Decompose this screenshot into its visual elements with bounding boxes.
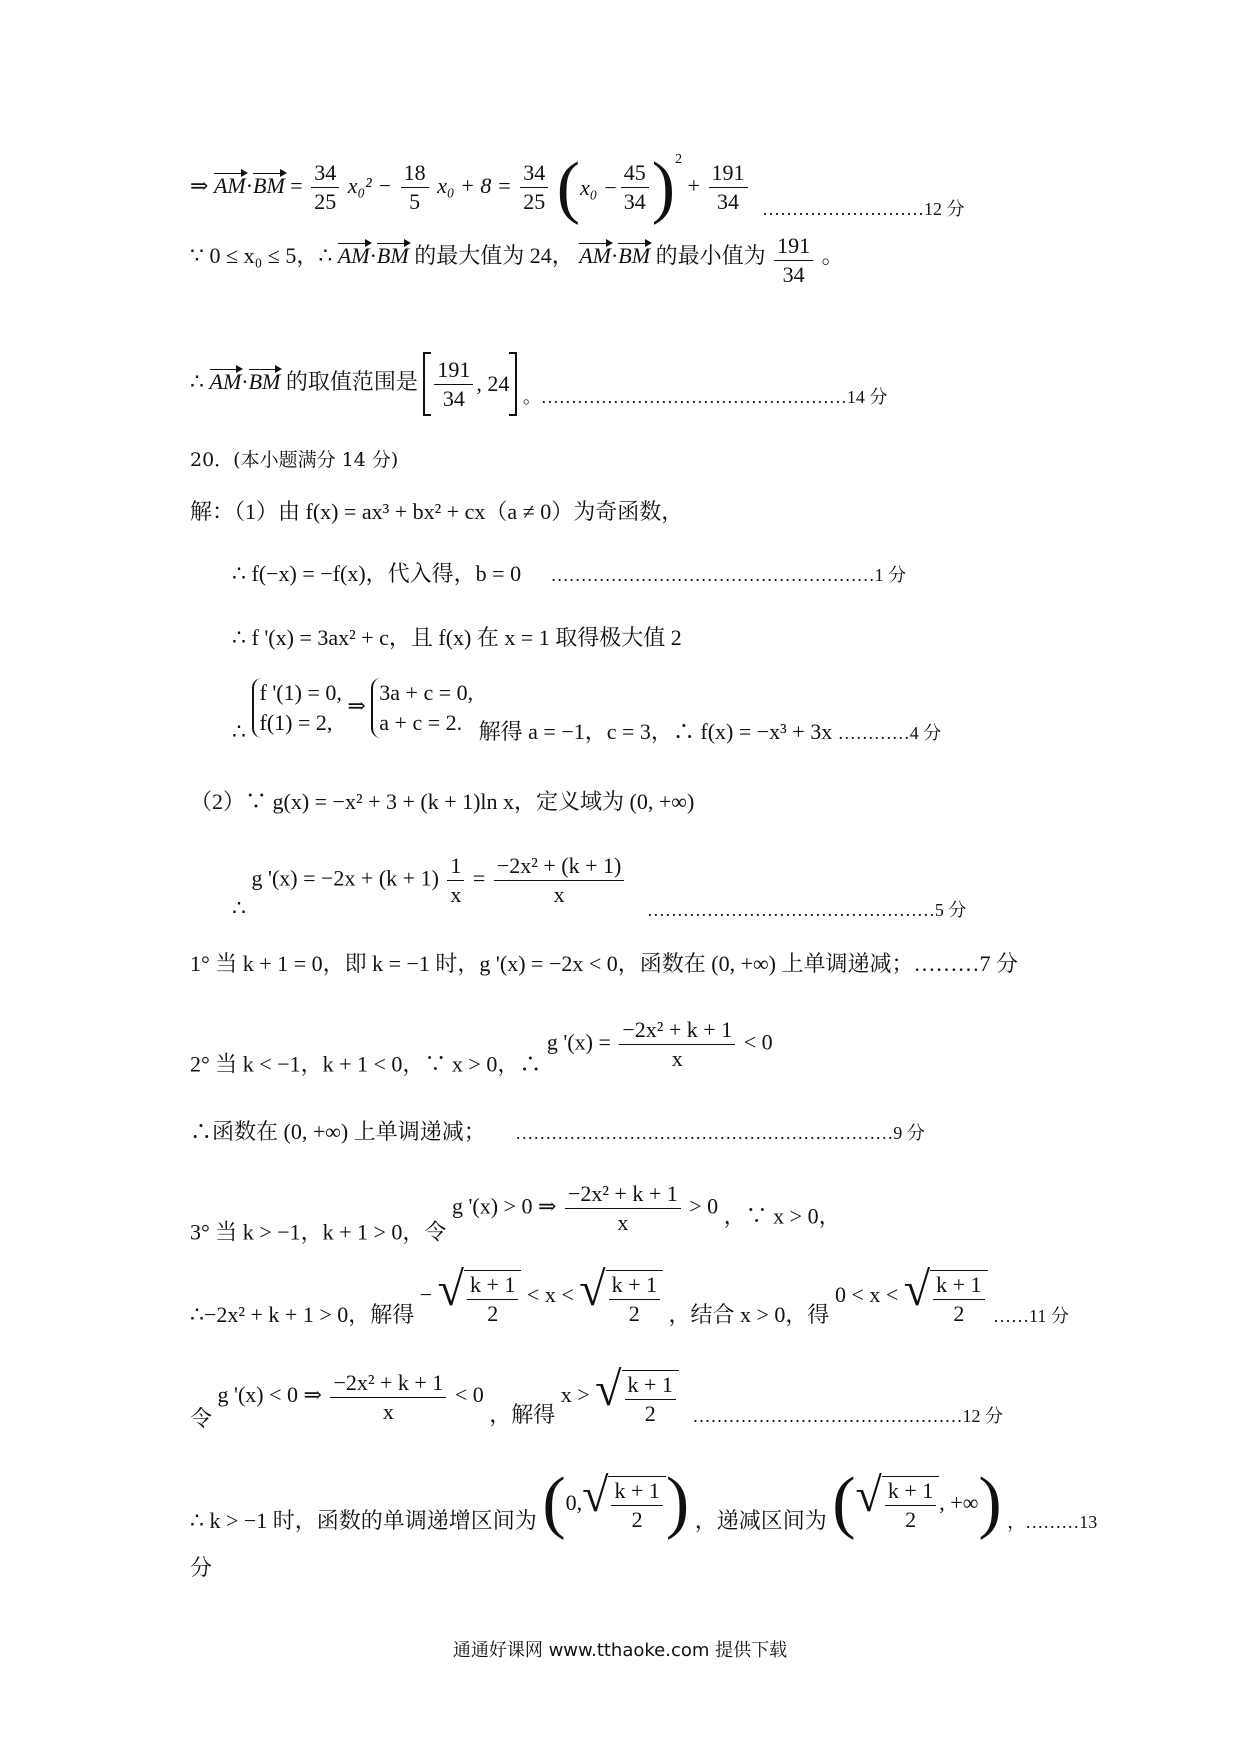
square-root: √ $\frac{k + 1}{2}$ xyxy=(904,1266,988,1328)
fraction: $\frac{191}{34}$ xyxy=(774,232,813,289)
vector-bm: BM xyxy=(253,173,285,198)
decreasing-condition: 令 g '(x) < 0 ⇒ $\frac{\text{−2x² + k + 1}}{x}$ < 0 ，解得 x > √ $\frac{k + 1}{2}$ $_{\dots\dots\dots\dots\dots\dots\dots\dots\dots\dots\dots\dots\dots\dots\dots 12 分}$ xyxy=(190,1363,1003,1432)
fraction: $\frac{1}{x}$ xyxy=(447,852,464,909)
points-marker: ………………………………………………………9 分 xyxy=(515,1123,925,1143)
case-3: 3° 当 k > −1，k + 1 > 0，令 g '(x) > 0 ⇒ $\frac{\text{−2x² + k + 1}}{x}$ > 0 ，∵ x > 0， xyxy=(190,1181,841,1245)
points-marker: …………………………………………5 分 xyxy=(646,899,967,920)
points-marker: ……11 分 xyxy=(993,1306,1069,1327)
points-marker: ………………………………………………1 分 xyxy=(550,565,907,585)
case-2-conclusion: ∴函数在 (0, +∞) 上单调递减； ………………………………………………………9 分 xyxy=(190,1119,925,1144)
implies-symbol: ⇒ xyxy=(190,173,209,198)
parenthesized-term: ( x₀ − $\frac{45}{34}$ ) xyxy=(556,148,676,226)
fraction: $\frac{\text{−2x² + (k + 1)}}{x}$ xyxy=(494,852,624,909)
case-3-solve: ∴−2x² + k + 1 > 0，解得 − √ $\frac{k + 1}{2}$ < x < √ $\frac{k + 1}{2}$ ，结合 x > 0，得 0 < x < √ $\frac{k + 1}{2}$ $_{\dots\dots 11 分}$ xyxy=(190,1263,1069,1328)
fraction: $\frac{18}{5}$ xyxy=(401,159,429,216)
points-marker: …………4 分 xyxy=(837,723,942,744)
equation-system: 3a + c = 0, a + c = 2. xyxy=(371,678,473,738)
line-odd-function: ∴ f(−x) = −f(x)，代入得，b = 0 ………………………………………………1 分 xyxy=(232,561,907,586)
increasing-interval: ( 0, √ $\frac{k + 1}{2}$ ) xyxy=(542,1464,690,1541)
line-dot-product-expansion: ⇒ AM·BM = $\frac{34}{25}$ x₀² − $\frac{18}{5}$ x₀ + 8 = $\frac{34}{25}$ ( x₀ − $\frac{45}{34}$ ) $^2$ + $\frac{191}{34}$ $_{\dots\dots\dots\dots\dots\dots\dots\dots\dots 12 分}$ xyxy=(190,148,965,226)
square-root: √ $\frac{k + 1}{2}$ xyxy=(595,1366,679,1428)
fraction: $\frac{34}{25}$ xyxy=(311,159,339,216)
fraction: $\frac{\text{−2x² + k + 1}}{x}$ xyxy=(565,1180,681,1237)
line-wrap-unit: 分 xyxy=(190,1555,213,1580)
points-marker: ………………………………………12 分 xyxy=(692,1406,1003,1427)
line-solution-intro: 解：（1）由 f(x) = ax³ + bx² + cx（a ≠ 0）为奇函数， xyxy=(190,499,684,524)
problem-heading: 20．(本小题满分 14 分) xyxy=(190,449,399,471)
line-g-derivative: ∴ g '(x) = −2x + (k + 1) $\frac{1}{x}$ = $\frac{\text{−2x² + (k + 1)}}{x}$ $_{\dots\dots\dots\dots\dots\dots\dots\dots\dots\dots\dots\dots\dots\dots\dots\dots 5 分}$ xyxy=(232,853,967,921)
line-system: ∴ f '(1) = 0, f(1) = 2, ⇒ 3a + c = 0, a + c = 2. 解得 a = −1，c = 3，∴ f(x) = −x³ + 3x $_{\dots\dots\dots\dots 4 分}$ xyxy=(232,680,942,745)
points-marker: ………………………12 分 xyxy=(762,199,965,219)
line-range: ∴ AM·BM 的取值范围是 $\frac{191}{34}$ , 24 $_{。\dots\dots\dots\dots\dots\dots\dots\dots\dots\dots\dots\dots\dots\dots\dots\dots\dots 14 分}$ xyxy=(190,352,887,416)
vector-am: AM xyxy=(213,173,246,198)
line-max-min: ∵ 0 ≤ x₀ ≤ 5，∴ AM·BM 的最大值为 24， AM·BM 的最小值为 $\frac{191}{34}$ 。 xyxy=(190,233,844,287)
fraction: $\frac{191}{34}$ xyxy=(709,159,748,216)
fraction: $\frac{34}{25}$ xyxy=(520,159,548,216)
fraction: $\frac{\text{−2x² + k + 1}}{x}$ xyxy=(330,1369,446,1426)
line-g-definition: （2）∵ g(x) = −x² + 3 + (k + 1)ln x，定义域为 (0, +∞) xyxy=(190,789,695,814)
equation-system: f '(1) = 0, f(1) = 2, xyxy=(252,678,342,738)
points-marker: 。……………………………………………14 分 xyxy=(522,387,888,408)
case-2: 2° 当 k < −1，k + 1 < 0，∵ x > 0，∴ g '(x) = $\frac{\text{−2x² + k + 1}}{x}$ < 0 xyxy=(190,1017,773,1077)
line-derivative: ∴ f '(x) = 3ax² + c，且 f(x) 在 x = 1 取得极大值 2 xyxy=(232,625,682,650)
decreasing-interval: ( √ $\frac{k + 1}{2}$ , +∞ ) xyxy=(832,1464,1002,1541)
case-1: 1° 当 k + 1 = 0，即 k = −1 时，g '(x) = −2x < 0，函数在 (0, +∞) 上单调递减；………7 分 xyxy=(190,951,1019,976)
fraction: $\frac{\text{−2x² + k + 1}}{x}$ xyxy=(619,1016,735,1073)
square-root: √ $\frac{k + 1}{2}$ xyxy=(438,1266,522,1328)
monotonic-intervals: ∴ k > −1 时，函数的单调递增区间为 ( 0, √ $\frac{k + 1}{2}$ ) ，递减区间为 ( √ $\frac{k + 1}{2}$ , +∞ ) $_{,\dots\dots\dots 13}$ xyxy=(190,1464,1098,1541)
footer-credit: 通通好课网 www.tthaoke.com 提供下载 xyxy=(452,1640,788,1661)
square-root: √ $\frac{k + 1}{2}$ xyxy=(579,1266,663,1328)
points-marker: ，………13 xyxy=(1007,1512,1098,1533)
closed-interval: $\frac{191}{34}$ , 24 xyxy=(423,352,517,416)
